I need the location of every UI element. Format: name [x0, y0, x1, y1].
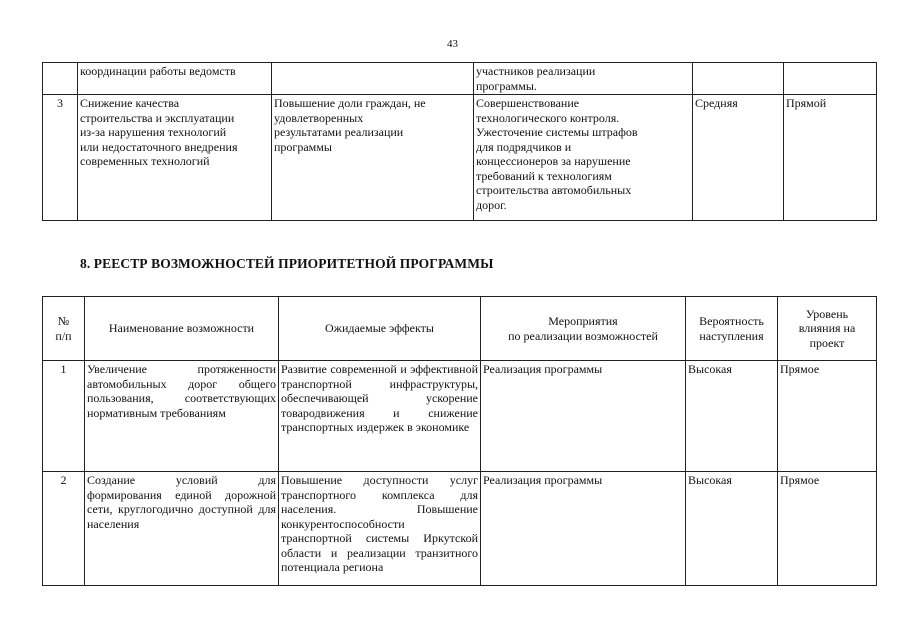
- header-measures: Мероприятия по реализации возможностей: [481, 297, 686, 361]
- risk-probability-cell: [693, 63, 784, 95]
- header-name: Наименование возможности: [85, 297, 279, 361]
- opportunity-impact-cell: Прямое: [778, 472, 877, 586]
- risk-impact-cell: Прямой: [784, 95, 877, 221]
- table-row: [43, 361, 877, 472]
- header-row: [43, 297, 877, 361]
- opportunity-probability-cell: Высокая: [686, 361, 778, 472]
- risk-description-cell: Снижение качества строительства и эксплуатации из-за нарушения технологий или недостаточного внедрения современных технологий: [78, 95, 272, 221]
- table-row: [43, 472, 877, 586]
- section-heading: 8. РЕЕСТР ВОЗМОЖНОСТЕЙ ПРИОРИТЕТНОЙ ПРОГРАММЫ: [80, 256, 494, 271]
- opportunity-table: [42, 296, 877, 586]
- header-effects: Ожидаемые эффекты: [279, 297, 481, 361]
- opportunity-effects-cell: Развитие современной и эффективной транспортной инфраструктуры, обеспечивающей ускорение товародвижения и снижение транспортных издержек в экономике: [279, 361, 481, 472]
- opportunity-effects-cell: Повышение доступности услуг транспортного комплекса для населения. Повышение конкурентоспособности транспортной системы Иркутской области и реализации транзитного потенциала региона: [279, 472, 481, 586]
- risk-measures-cell: участников реализации программы.: [474, 63, 693, 95]
- risk-impact-cell: [784, 63, 877, 95]
- opportunity-name-cell: Увеличение протяженности автомобильных дорог общего пользования, соответствующих нормативным требованиям: [85, 361, 279, 472]
- risk-table: [42, 62, 877, 221]
- opportunity-name-cell: Создание условий для формирования единой дорожной сети, круглогодично доступной для населения: [85, 472, 279, 586]
- table-row: [43, 95, 877, 221]
- opportunity-num-cell: 2: [43, 472, 85, 586]
- opportunity-probability-cell: Высокая: [686, 472, 778, 586]
- risk-consequences-cell: Повышение доли граждан, не удовлетворенных результатами реализации программы: [272, 95, 474, 221]
- opportunity-num-cell: 1: [43, 361, 85, 472]
- header-num: № п/п: [43, 297, 85, 361]
- header-impact: Уровень влияния на проект: [778, 297, 877, 361]
- opportunity-measures-cell: Реализация программы: [481, 361, 686, 472]
- risk-num-cell: [43, 63, 78, 95]
- risk-measures-cell: Совершенствование технологического контроля. Ужесточение системы штрафов для подрядчиков и концессионеров за нарушение требований к технологиям строительства автомобильных дорог.: [474, 95, 693, 221]
- risk-probability-cell: Средняя: [693, 95, 784, 221]
- page-number: 43: [447, 38, 458, 50]
- risk-consequences-cell: [272, 63, 474, 95]
- opportunity-impact-cell: Прямое: [778, 361, 877, 472]
- risk-num-cell: 3: [43, 95, 78, 221]
- table-row: [43, 63, 877, 95]
- header-probability: Вероятность наступления: [686, 297, 778, 361]
- risk-description-cell: координации работы ведомств: [78, 63, 272, 95]
- opportunity-measures-cell: Реализация программы: [481, 472, 686, 586]
